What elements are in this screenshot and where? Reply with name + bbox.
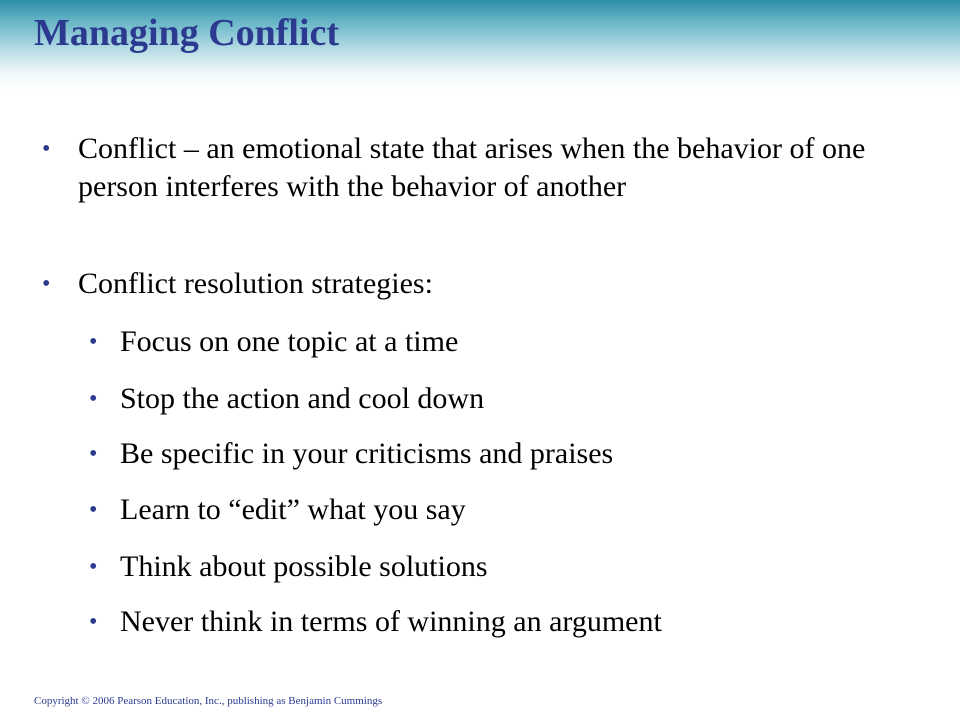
slide-title: Managing Conflict: [34, 12, 340, 54]
sub-bullet-text: Never think in terms of winning an argument: [120, 605, 662, 638]
sub-bullet-text: Be specific in your criticisms and praises: [120, 437, 614, 470]
bullet-icon: •: [89, 609, 98, 635]
bullet-icon: •: [42, 136, 51, 162]
sub-bullet-text: Think about possible solutions: [120, 550, 488, 583]
sub-bullet-item: [89, 435, 614, 473]
sub-bullet-item: [89, 323, 459, 361]
sub-bullet-text: Learn to “edit” what you say: [120, 493, 466, 526]
sub-bullet-text: Focus on one topic at a time: [120, 325, 459, 358]
bullet-item: [42, 265, 433, 303]
sub-bullet-item: [89, 548, 488, 586]
copyright-footer: Copyright © 2006 Pearson Education, Inc., publishing as Benjamin Cummings: [34, 695, 383, 707]
bullet-icon: •: [89, 386, 98, 412]
sub-bullet-text: Stop the action and cool down: [120, 382, 485, 415]
bullet-icon: •: [89, 441, 98, 467]
sub-bullet-item: [89, 380, 485, 418]
bullet-text: Conflict resolution strategies:: [78, 267, 433, 300]
bullet-icon: •: [89, 554, 98, 580]
bullet-icon: •: [42, 271, 51, 297]
bullet-icon: •: [89, 329, 98, 355]
bullet-text: Conflict – an emotional state that arises when the behavior of one person interferes with the behavior of another: [78, 132, 866, 203]
sub-bullet-item: [89, 491, 466, 529]
bullet-item: [42, 130, 868, 206]
sub-bullet-item: [89, 603, 662, 641]
bullet-icon: •: [89, 497, 98, 523]
